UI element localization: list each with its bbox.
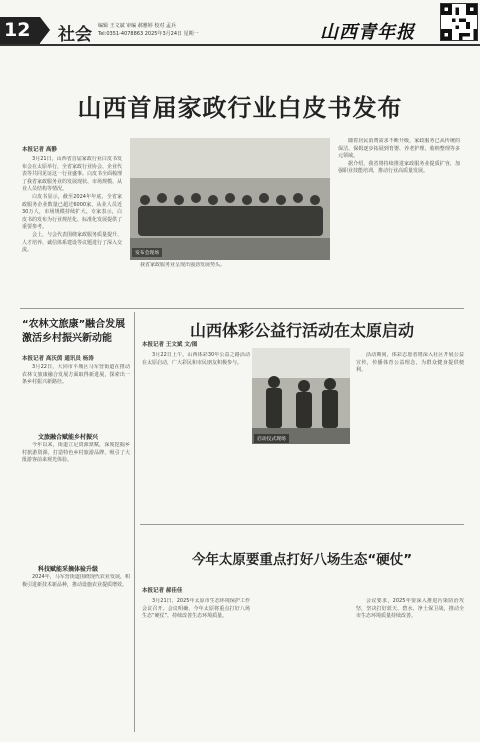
article2-body-wrap <box>22 364 130 424</box>
article4-headline: 今年太原要重点打好八场生态“硬仗” <box>191 552 413 568</box>
article1-col-right <box>338 138 460 298</box>
article4-col1 <box>142 598 250 728</box>
date-line: Tel:0351-4078863 2025年3月24日 星期一 <box>98 31 199 37</box>
article2-subhead2: 科技赋能采摘体验升级 <box>38 566 99 573</box>
article1-under-photo <box>130 262 330 292</box>
header-info <box>98 22 238 38</box>
article3-body: 3月22日上午，山西体彩30年公益之路活动在太原启动，广大彩民和市民朋友积极参与。 <box>142 352 250 366</box>
qr-code-icon <box>440 3 478 41</box>
article2-body: 3月22日，大同市平城区马军营街道在推动农林文旅康融合发展方面取得新进展，探索出一条乡村振兴新路径。 <box>22 364 130 386</box>
article1-right-text: 随着居民消费需求不断升级，家政服务已从传统的保洁、保姆逐步拓展到育婴、养老护理、收纳整理等多元领域。 <box>338 138 460 160</box>
article2-byline: 本报记者 高沃茵 通讯员 杨涛 <box>22 356 94 362</box>
editor-line: 编辑 王文斌 审编 郝雅婷 校对 孟兵 <box>98 23 176 29</box>
article1-lead: 3月21日，山西省首届家政行业白皮书发布会在太原举行，全省家政行业协会、企业代表等共同见证这一行业盛事。白皮书全面梳理了我省家政服务业的发展现状、市场规模、从业人员结构等情况。 <box>22 156 122 193</box>
divider-bottom <box>140 524 464 525</box>
article3-headline: 山西体彩公益行活动在太原启动 <box>189 321 414 340</box>
article4-col-right <box>356 598 464 728</box>
article4-right-text: 会议要求，2025年要深入推进污染防治攻坚，坚决打好蓝天、碧水、净土保卫战，推动全市生态环境质量持续改善。 <box>356 598 464 620</box>
page-header <box>0 0 480 46</box>
article2-sub1-wrap <box>22 442 130 560</box>
article1-body4: 我省家政服务业呈现出强劲发展势头。 <box>140 262 226 268</box>
article1-headline: 山西首届家政行业白皮书发布 <box>77 94 403 122</box>
article3-col-right <box>356 352 464 520</box>
column-divider <box>134 312 135 732</box>
page-number: 12 <box>0 17 40 44</box>
ceremony-photo-illustration <box>252 348 350 444</box>
article2-sub2-body: 2024年，马军营街道围绕现代农业发展，积极引进新技术新品种，推动设施农业提质增效。 <box>22 574 130 588</box>
article2-headline: “农林文旅康”融合发展激活乡村振兴新动能 <box>22 319 126 344</box>
article4-body: 3月21日，2025年太原市生态环境保护工作会议召开。会议明确，今年太原将重点打好八场生态“硬仗”，持续改善生态环境质量。 <box>142 598 250 620</box>
section-name: 社会 <box>58 25 92 45</box>
article1-photo-caption: 发布会现场 <box>132 248 162 257</box>
article1-body2: 白皮书显示，截至2024年年底，全省家政服务企业数量已超过6000家，从业人员近30万人，市场规模持续扩大。专家表示，白皮书的发布为行业规范化、标准化发展提供了重要参考。 <box>22 193 122 231</box>
group-photo-illustration <box>130 138 330 260</box>
article3-photo-caption: 启动仪式现场 <box>254 434 289 443</box>
article3-byline: 本报记者 王文斌 文/图 <box>142 342 198 348</box>
article1-right-text2: 据介绍，我省将持续推进家政服务业提质扩容，加强职业技能培训，推动行业高质量发展。 <box>338 160 460 175</box>
article1-body3: 会上，与会代表围绕家政服务质量提升、人才培养、诚信体系建设等议题进行了深入交流。 <box>22 231 122 254</box>
masthead-logo: 山西青年报 <box>320 22 415 43</box>
article1-photo <box>130 138 330 260</box>
article2-sub2-wrap <box>22 574 130 728</box>
article2-subhead1: 文旅融合赋能乡村振兴 <box>38 434 99 441</box>
article3-right-text: 活动期间，体彩志愿者将深入社区开展公益宣传，传播体育公益理念，为群众健身提供便利。 <box>356 352 464 374</box>
divider-top <box>20 308 464 309</box>
article3-photo <box>252 348 350 444</box>
article1-byline: 本报记者 高静 <box>22 147 57 153</box>
article3-col1 <box>142 352 250 472</box>
article4-byline: 本报记者 郝佳佳 <box>142 588 183 594</box>
article2-sub1-body: 今年以来，街道立足资源禀赋，深度挖掘乡村旅游资源，打造特色乡村旅游品牌，吸引了大批游客前来观光体验。 <box>22 442 130 464</box>
